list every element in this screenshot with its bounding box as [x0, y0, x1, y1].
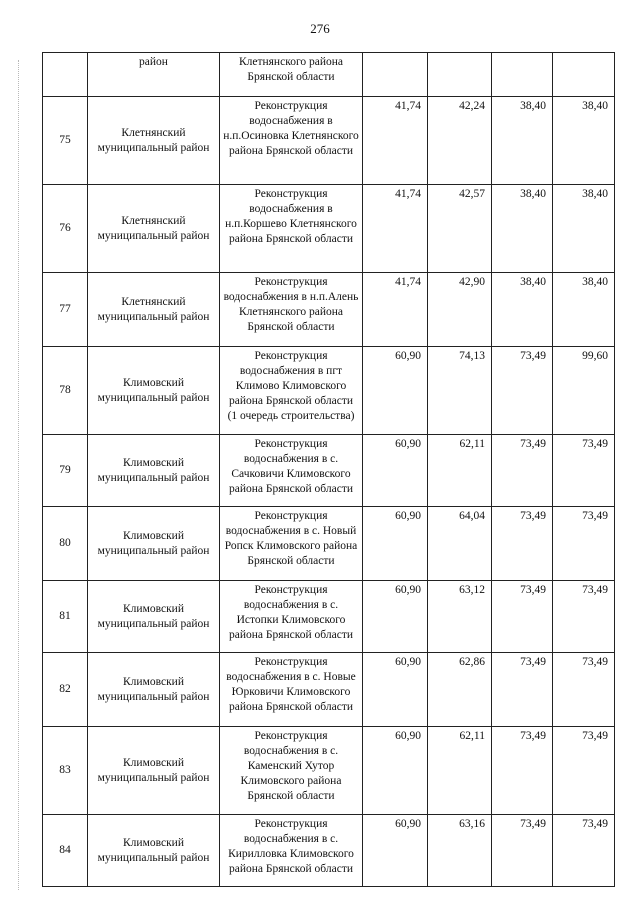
value-cell-3: 38,40 — [492, 185, 553, 273]
value-cell-1: 60,90 — [363, 815, 428, 887]
value-cell-4: 73,49 — [553, 727, 615, 815]
value-cell-3: 73,49 — [492, 727, 553, 815]
table-row — [43, 273, 615, 347]
value-cell-2: 62,86 — [428, 653, 492, 727]
value-cell-4: 73,49 — [553, 507, 615, 581]
district-cell: Климовский муниципальный район — [88, 435, 220, 507]
row-number: 77 — [43, 273, 88, 347]
object-cell: Реконструкция водоснабжения в с. Новый Ропск Климовского района Брянской области — [220, 507, 363, 581]
table-body — [43, 53, 615, 887]
table-row — [43, 815, 615, 887]
row-number: 84 — [43, 815, 88, 887]
value-cell-4: 38,40 — [553, 97, 615, 185]
value-cell-3: 38,40 — [492, 273, 553, 347]
district-cell: Климовский муниципальный район — [88, 653, 220, 727]
value-cell-1: 60,90 — [363, 435, 428, 507]
value-cell-4: 73,49 — [553, 581, 615, 653]
value-cell-4: 73,49 — [553, 435, 615, 507]
value-cell-2: 74,13 — [428, 347, 492, 435]
table-row — [43, 435, 615, 507]
value-cell-4 — [553, 53, 615, 97]
value-cell-3: 73,49 — [492, 581, 553, 653]
district-cell: Клетнянский муниципальный район — [88, 273, 220, 347]
row-number: 75 — [43, 97, 88, 185]
value-cell-4: 38,40 — [553, 185, 615, 273]
value-cell-1: 60,90 — [363, 507, 428, 581]
table-row — [43, 581, 615, 653]
row-number: 83 — [43, 727, 88, 815]
district-cell: Климовский муниципальный район — [88, 815, 220, 887]
table-row — [43, 347, 615, 435]
value-cell-3: 38,40 — [492, 97, 553, 185]
value-cell-2: 62,11 — [428, 727, 492, 815]
value-cell-1: 41,74 — [363, 185, 428, 273]
object-cell: Реконструкция водоснабжения в с. Новые Юрковичи Климовского района Брянской области — [220, 653, 363, 727]
row-number: 76 — [43, 185, 88, 273]
value-cell-1: 41,74 — [363, 97, 428, 185]
row-number: 79 — [43, 435, 88, 507]
value-cell-4: 73,49 — [553, 815, 615, 887]
value-cell-1: 60,90 — [363, 581, 428, 653]
district-cell: Климовский муниципальный район — [88, 347, 220, 435]
value-cell-2: 42,24 — [428, 97, 492, 185]
value-cell-1 — [363, 53, 428, 97]
object-cell: Реконструкция водоснабжения в с. Истопки Климовского района Брянской области — [220, 581, 363, 653]
row-number: 82 — [43, 653, 88, 727]
value-cell-4: 38,40 — [553, 273, 615, 347]
table-row — [43, 727, 615, 815]
value-cell-1: 60,90 — [363, 727, 428, 815]
table-row — [43, 97, 615, 185]
object-cell: Реконструкция водоснабжения в с. Сачковичи Климовского района Брянской области — [220, 435, 363, 507]
row-number: 78 — [43, 347, 88, 435]
value-cell-3: 73,49 — [492, 347, 553, 435]
margin-guide-line — [18, 60, 19, 890]
value-cell-2: 63,16 — [428, 815, 492, 887]
value-cell-4: 99,60 — [553, 347, 615, 435]
value-cell-1: 60,90 — [363, 347, 428, 435]
value-cell-1: 41,74 — [363, 273, 428, 347]
table-row — [43, 185, 615, 273]
object-cell: Реконструкция водоснабжения в пгт Климово Климовского района Брянской области (1 очередь строительства) — [220, 347, 363, 435]
district-cell: Клетнянский муниципальный район — [88, 185, 220, 273]
district-cell: район — [88, 53, 220, 97]
value-cell-3: 73,49 — [492, 815, 553, 887]
object-cell: Реконструкция водоснабжения в н.п.Алень Клетнянского района Брянской области — [220, 273, 363, 347]
object-cell: Реконструкция водоснабжения в с. Кирилловка Климовского района Брянской области — [220, 815, 363, 887]
object-cell: Реконструкция водоснабжения в с. Каменский Хутор Климовского района Брянской области — [220, 727, 363, 815]
value-cell-2: 64,04 — [428, 507, 492, 581]
table-row — [43, 653, 615, 727]
value-cell-3 — [492, 53, 553, 97]
object-cell: Реконструкция водоснабжения в н.п.Коршево Клетнянского района Брянской области — [220, 185, 363, 273]
value-cell-2 — [428, 53, 492, 97]
district-cell: Климовский муниципальный район — [88, 581, 220, 653]
value-cell-2: 62,11 — [428, 435, 492, 507]
value-cell-2: 42,90 — [428, 273, 492, 347]
value-cell-3: 73,49 — [492, 653, 553, 727]
table-row — [43, 507, 615, 581]
object-cell: Клетнянского района Брянской области — [220, 53, 363, 97]
value-cell-2: 63,12 — [428, 581, 492, 653]
row-number: 80 — [43, 507, 88, 581]
row-number: 81 — [43, 581, 88, 653]
district-cell: Климовский муниципальный район — [88, 727, 220, 815]
district-cell: Клетнянский муниципальный район — [88, 97, 220, 185]
value-cell-3: 73,49 — [492, 507, 553, 581]
object-cell: Реконструкция водоснабжения в н.п.Осиновка Клетнянского района Брянской области — [220, 97, 363, 185]
value-cell-2: 42,57 — [428, 185, 492, 273]
value-cell-1: 60,90 — [363, 653, 428, 727]
investment-table — [42, 52, 615, 887]
row-number — [43, 53, 88, 97]
table-row — [43, 53, 615, 97]
page-number: 276 — [310, 21, 330, 36]
district-cell: Климовский муниципальный район — [88, 507, 220, 581]
value-cell-4: 73,49 — [553, 653, 615, 727]
value-cell-3: 73,49 — [492, 435, 553, 507]
